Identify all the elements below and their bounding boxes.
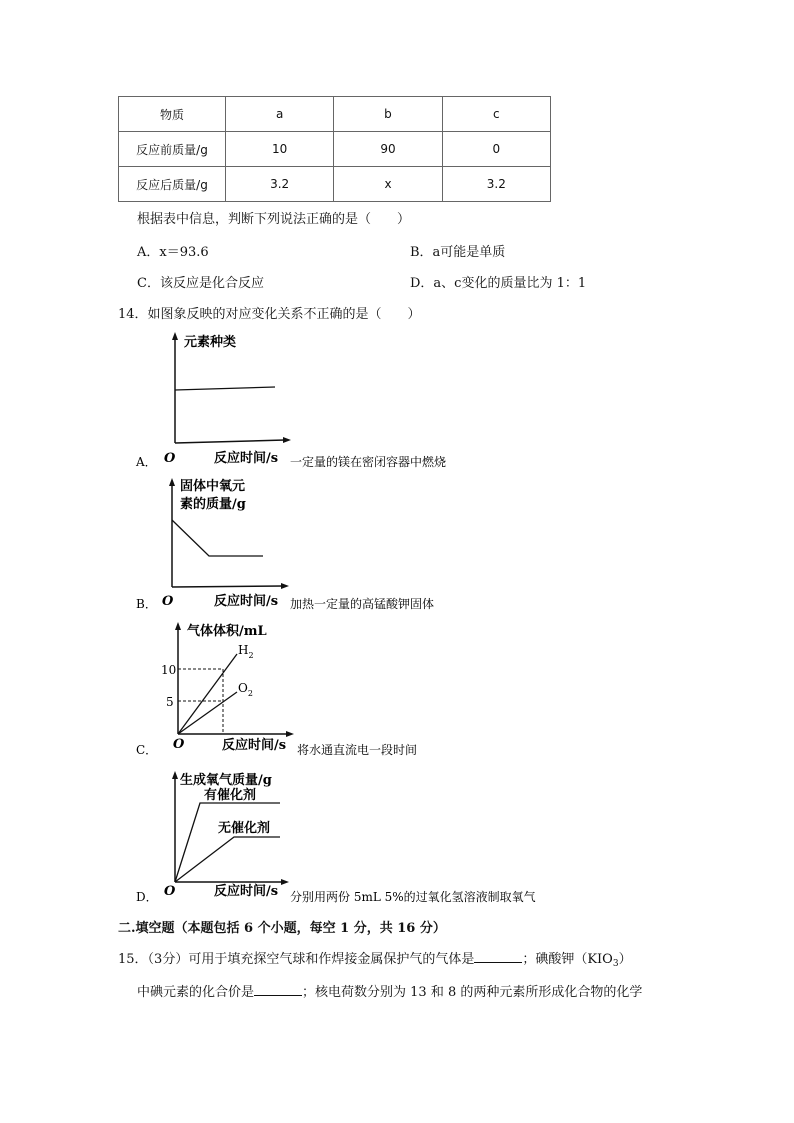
table-cell: 反应后质量/g bbox=[119, 167, 226, 202]
graph-c-caption: 将水通直流电一段时间 bbox=[297, 743, 418, 757]
graph-a-x-axis bbox=[175, 440, 285, 443]
table-cell: 3.2 bbox=[442, 167, 550, 202]
graph-a-y-arrow bbox=[172, 332, 178, 340]
q14-stem: 14．如图象反映的对应变化关系不正确的是（ ） bbox=[118, 307, 421, 322]
q13-option-c: C．该反应是化合反应 bbox=[137, 276, 264, 291]
graph-b-origin: O bbox=[162, 594, 174, 609]
graph-d-x-arrow bbox=[281, 879, 289, 885]
q13-option-b: B．a可能是单质 bbox=[410, 245, 506, 260]
q13-stem: 根据表中信息，判断下列说法正确的是（ ） bbox=[137, 212, 411, 227]
graph-c-tick-5: 5 bbox=[166, 695, 174, 709]
graph-a-xlabel: 反应时间/s bbox=[214, 451, 279, 466]
graph-c-h2-label: $H_2$ bbox=[238, 643, 254, 660]
graph-c-y-arrow bbox=[175, 622, 181, 630]
graph-a-series-line bbox=[175, 387, 275, 390]
graph-b-caption: 加热一定量的高锰酸钾固体 bbox=[290, 597, 435, 611]
graph-d-letter: D． bbox=[136, 890, 158, 904]
graph-d-xlabel: 反应时间/s bbox=[214, 884, 279, 899]
table-header-cell: a bbox=[226, 97, 334, 132]
q15-text-3: ） bbox=[618, 952, 632, 967]
q15-subscript: 3 bbox=[612, 959, 619, 969]
graph-a-letter: A． bbox=[136, 455, 157, 469]
graph-c-h2-line bbox=[178, 654, 237, 734]
q15-text-1: 15．（3分）可用于填充探空气球和作焊接金属保护气的气体是 bbox=[118, 952, 475, 967]
graph-b-xlabel: 反应时间/s bbox=[214, 594, 279, 609]
graph-c-tick-10: 10 bbox=[161, 663, 177, 677]
graph-c bbox=[130, 620, 510, 765]
graph-a-x-arrow bbox=[283, 437, 291, 443]
q15-text-5: ；核电荷数分别为 13 和 8 的两种元素所形成化合物的化学 bbox=[302, 985, 643, 1000]
table-header-row bbox=[119, 97, 551, 132]
graph-a-caption: 一定量的镁在密闭容器中燃烧 bbox=[290, 455, 447, 469]
graph-b-x-arrow bbox=[281, 583, 289, 589]
table-header-cell: c bbox=[442, 97, 550, 132]
table-cell: 0 bbox=[442, 132, 550, 167]
graph-d-catalyst-label: 有催化剂 bbox=[204, 788, 257, 803]
graph-d-ylabel: 生成氧气质量/g bbox=[180, 773, 272, 788]
graph-d-origin: O bbox=[164, 884, 176, 899]
graph-b-ylabel-2: 素的质量/g bbox=[180, 497, 246, 512]
graph-a-ylabel: 元素种类 bbox=[184, 335, 237, 350]
table-cell: 3.2 bbox=[226, 167, 334, 202]
graph-d bbox=[130, 765, 610, 910]
table-header-cell: b bbox=[334, 97, 442, 132]
q15-blank-1[interactable] bbox=[474, 950, 522, 963]
table-cell: 90 bbox=[334, 132, 442, 167]
graph-c-origin: O bbox=[173, 737, 185, 752]
graph-b-series-line bbox=[172, 520, 263, 556]
table-row bbox=[119, 132, 551, 167]
table-cell: 10 bbox=[226, 132, 334, 167]
graph-d-y-arrow bbox=[172, 771, 178, 779]
graph-c-ylabel: 气体体积/mL bbox=[187, 624, 267, 639]
table-row bbox=[119, 167, 551, 202]
graph-b-x-axis bbox=[172, 586, 283, 587]
q15-text-4: 中碘元素的化合价是 bbox=[137, 985, 255, 1000]
graph-a-origin: O bbox=[164, 451, 176, 466]
graph-b bbox=[130, 474, 510, 619]
q15-line-1 bbox=[118, 948, 632, 969]
section-title: 二.填空题（本题包括 6 个小题，每空 1 分，共 16 分） bbox=[118, 921, 446, 936]
graph-b-ylabel-1: 固体中氧元 bbox=[180, 479, 246, 494]
graph-d-no-catalyst-line bbox=[175, 837, 280, 882]
mass-table bbox=[118, 96, 551, 202]
graph-d-no-catalyst-label: 无催化剂 bbox=[218, 821, 271, 836]
graph-c-letter: C． bbox=[136, 743, 158, 757]
table-cell: x bbox=[334, 167, 442, 202]
graph-c-o2-label: $O_2$ bbox=[238, 681, 253, 698]
q13-option-a: A．x＝93.6 bbox=[137, 245, 209, 260]
graph-d-caption: 分别用两份 5mL 5%的过氧化氢溶液制取氧气 bbox=[290, 890, 536, 904]
q15-text-2: ；碘酸钾（KIO bbox=[522, 952, 613, 967]
graph-c-o2-line bbox=[178, 692, 237, 734]
graph-c-x-arrow bbox=[286, 731, 294, 737]
table-header-cell: 物质 bbox=[119, 97, 226, 132]
q15-blank-2[interactable] bbox=[254, 983, 302, 996]
graph-a bbox=[130, 328, 510, 478]
table-cell: 反应前质量/g bbox=[119, 132, 226, 167]
graph-b-y-arrow bbox=[169, 478, 175, 486]
q15-line-2 bbox=[137, 981, 642, 1000]
graph-c-xlabel: 反应时间/s bbox=[222, 738, 287, 753]
graph-b-letter: B． bbox=[136, 597, 157, 611]
q13-option-d: D．a、c变化的质量比为 1：1 bbox=[410, 276, 587, 291]
